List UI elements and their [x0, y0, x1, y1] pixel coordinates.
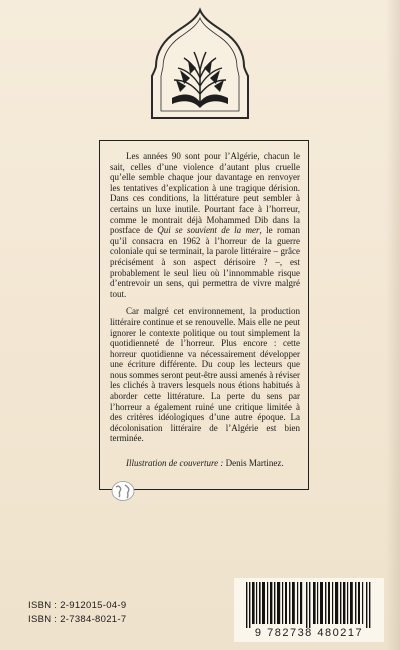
- book-emblem-icon: [140, 6, 260, 121]
- barcode: [240, 582, 380, 628]
- barcode-block: [234, 578, 384, 642]
- isbn-line-2: ISBN : 2-7384-8021-7: [28, 614, 127, 625]
- summary-paragraph-2: Car malgré cet environnement, la production littéraire continue et se renouvelle. Mais elle ne peut ignorer le contexte politique ou tout simplement la quotidienneté de l’horreur. Plus encore : cette horreur quotidienne va nécessairement développer une écriture différente. Du coup les lecteurs que nous sommes seront peut-être aussi amenés à réviser les clichés à travers lesquels nous étions habitués à aborder cette littérature. La perte du sens par l’horreur a également ruiné une critique limitée à des critères idéologiques d’une autre époque. La décolonisation littéraire de l’Algérie est bien terminée.: [110, 306, 300, 444]
- book-title-reference: Qui se souvient de la mer: [157, 225, 260, 236]
- spine-shadow: [386, 0, 400, 650]
- summary-paragraph-1: Les années 90 sont pour l’Algérie, chacun le sait, celles d’une violence d’autant plus cruelle qu’elle semble chaque jour davantage en renvoyer les tentatives d’explication à une tragique dérision. Dans ces conditions, la littérature peut sembler à certains un luxe inutile. Pourtant face à l’horreur, comme le montrait déjà Mohammed Dib dans la postface de Qui se souvient de la mer, le roman qu’il consacra en 1962 à l’horreur de la guerre coloniale qui se terminait, la parole littéraire – grâce précisément à son aspect dérisoire ? –, est probablement le seul lieu où l’innommable risque d’entrevoir un sens, qui permettra de vivre malgré tout.: [110, 151, 300, 299]
- summary-box: [99, 140, 309, 490]
- illustration-credit: Illustration de couverture : Denis Martinez.: [126, 458, 284, 469]
- barcode-number: 9 782738 480217: [254, 627, 364, 639]
- isbn-line-1: ISBN : 2-912015-04-9: [28, 600, 127, 611]
- globe-icon: [110, 480, 136, 502]
